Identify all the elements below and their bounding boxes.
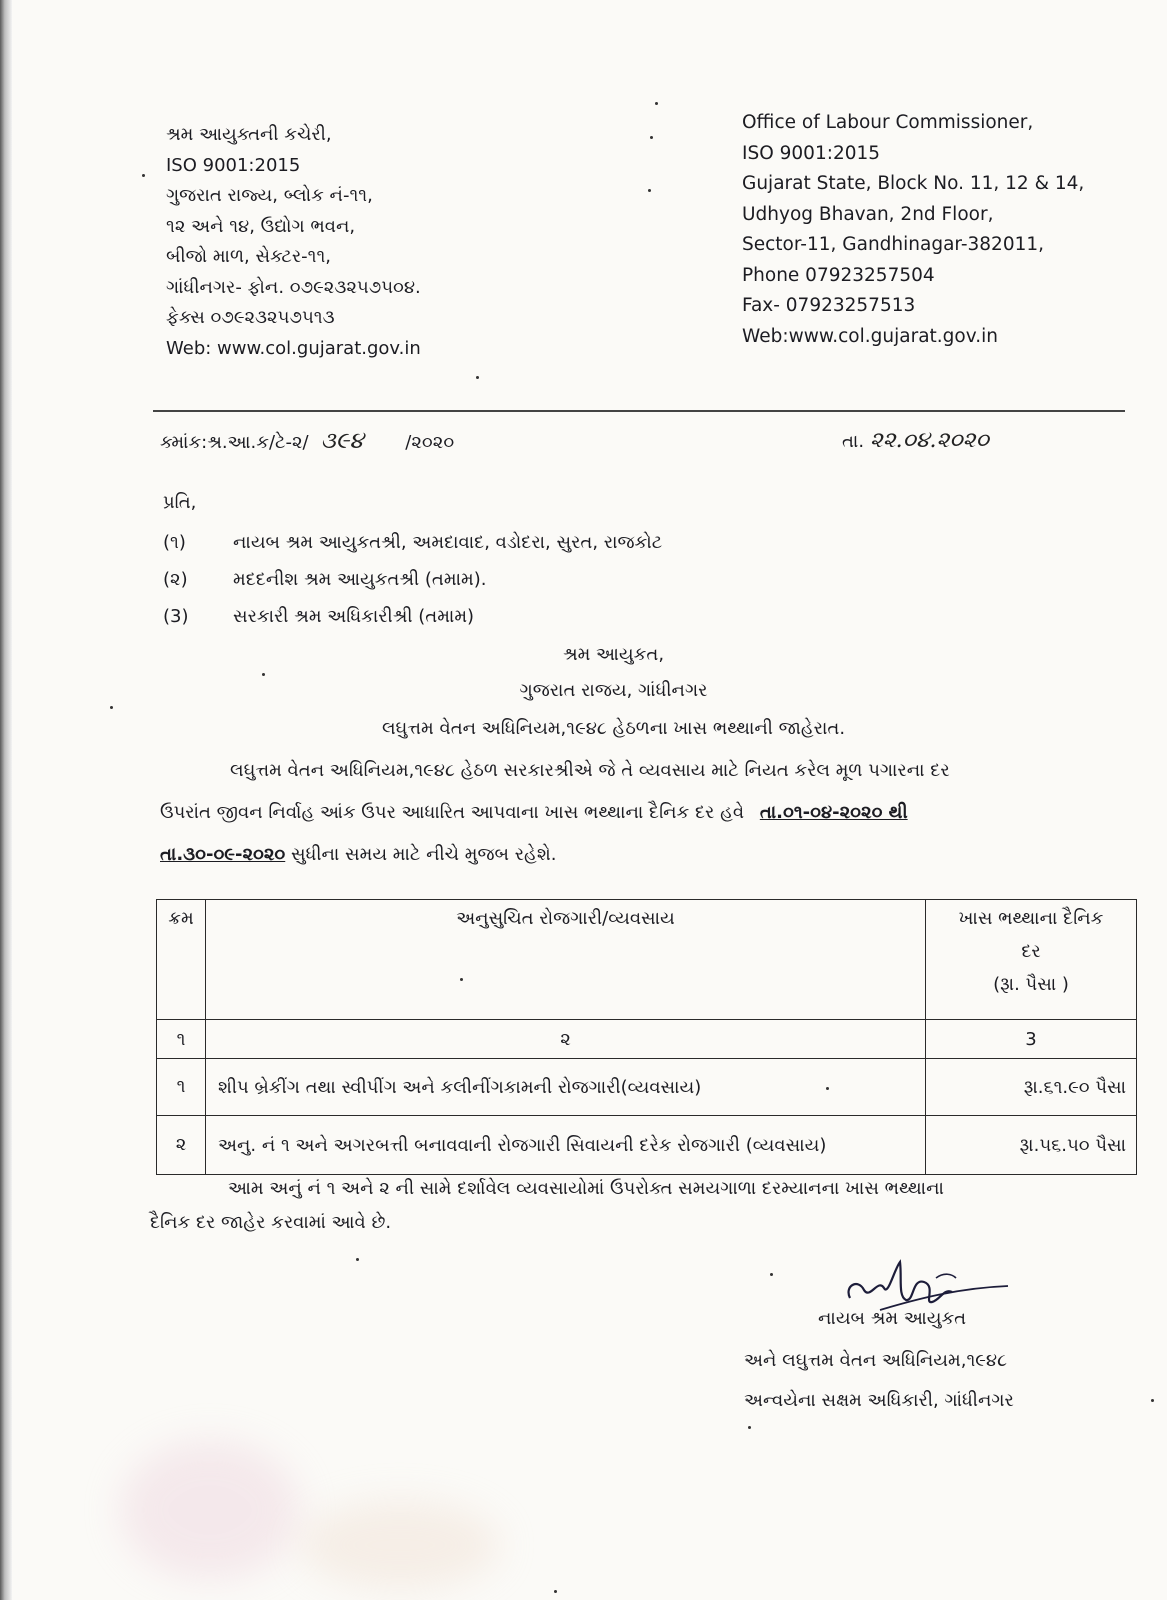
body-line-3 <box>160 844 556 865</box>
scan-speck <box>356 1258 359 1261</box>
address-line: ૧૨ અને ૧૪, ઉદ્યોગ ભવન, <box>166 215 356 237</box>
body-text: ઉપરાંત જીવન નિર્વાહ આંક ઉપર આધારિત આપવાના ખાસ ભથ્થાના દૈનિક દર હવે <box>160 802 745 823</box>
scan-edge <box>0 0 12 1600</box>
office-address-gujarati <box>166 120 421 364</box>
reference-prefix: ક્માંક:શ્ર.આ.ક/ટે-૨/ <box>160 432 309 453</box>
reference-year: /૨૦૨૦ <box>405 432 455 453</box>
address-line: ISO 9001:2015 <box>166 154 301 176</box>
scan-speck <box>460 978 463 981</box>
row-serial: ૨ <box>157 1116 206 1175</box>
scan-speck <box>142 174 145 177</box>
addressee-number: (૨) <box>163 569 188 590</box>
addressee-number: (૧) <box>163 532 186 553</box>
row-occupation: અનુ. નં ૧ અને અગરબત્તી બનાવવાની રોજગારી સિવાયની દરેક રોજગારી (વ્યવસાય) <box>206 1116 926 1175</box>
address-line: Gujarat State, Block No. 11, 12 & 14, <box>742 173 1085 194</box>
table-row <box>157 1059 1137 1116</box>
closing-line-2: દૈનિક દર જાહેર કરવામાં આવે છે. <box>150 1212 392 1233</box>
row-occupation: શીપ બ્રેકીંગ તથા સ્વીપીંગ અને કલીનીંગકામની રોજગારી(વ્યવસાય) <box>206 1059 926 1116</box>
column-number: 3 <box>926 1020 1137 1059</box>
scan-speck <box>748 1426 751 1429</box>
table-row <box>157 1116 1137 1175</box>
row-rate: રૂા.૬૧.૯૦ પૈસા <box>926 1059 1137 1116</box>
address-line: ફેક્સ ૦૭૯૨૩૨૫૭૫૧૩ <box>166 307 335 328</box>
header-rate-line: ખાસ ભથ્થાના દૈનિક <box>958 908 1104 929</box>
scan-speck <box>826 1087 829 1090</box>
body-text: સુધીના સમય માટે નીચે મુજબ રહેશે. <box>290 844 557 865</box>
scan-speck <box>648 189 651 192</box>
date-handwritten: ૨૨.૦૪.૨૦૨૦ <box>869 428 989 453</box>
header-occupation: અનુસુચિત રોજગારી/વ્યવસાય <box>206 900 926 1020</box>
paper-stain <box>300 1500 500 1590</box>
scan-speck <box>650 136 653 139</box>
addressee-text: નાયબ શ્રમ આયુકતશ્રી, અમદાવાદ, વડોદરા, સુરત, રાજકોટ <box>233 532 663 553</box>
address-line: ગાંધીનગર- ફોન. ૦૭૯૨૩૨૫૭૫૦૪. <box>166 276 421 298</box>
address-line: Fax- 07923257513 <box>742 295 916 316</box>
address-line: ગુજરાત રાજ્ય, બ્લોક નં-૧૧, <box>166 185 373 206</box>
address-line: Office of Labour Commissioner, <box>742 112 1034 133</box>
address-line: ISO 9001:2015 <box>742 142 881 164</box>
scan-speck <box>1151 1399 1154 1402</box>
scan-speck <box>476 376 479 379</box>
header-serial: ક્રમ <box>157 900 206 1020</box>
table-header-row <box>157 900 1137 1020</box>
issuer-location: ગુજરાત રાજય, ગાંધીનગર <box>519 680 708 701</box>
special-allowance-table <box>156 899 1137 1175</box>
column-number-row <box>157 1020 1137 1059</box>
closing-line-1: આમ અનું નં ૧ અને ૨ ની સામે દર્શાવેલ વ્યવસાયોમાં ઉપરોક્ત સમયગાળા દરમ્યાનના ખાસ ભથ્થાના <box>228 1178 944 1199</box>
signatory-authority-line: અને લઘુત્તમ વેતન અધિનિયમ,૧૯૪૮ <box>744 1350 1007 1371</box>
scan-speck <box>554 1590 557 1593</box>
reference-number <box>160 428 454 454</box>
period-start: તા.૦૧-૦૪-૨૦૨૦ થી <box>759 802 908 823</box>
address-line: Phone 07923257504 <box>742 264 935 286</box>
reference-handwritten-number: ૩૯૪ <box>320 428 364 454</box>
issuer-title: શ્રમ આયુકત, <box>562 644 665 665</box>
scan-speck <box>655 102 658 105</box>
scan-speck <box>110 706 113 709</box>
signatory-authority-line: અન્વયેના સક્ષમ અધિકારી, ગાંધીનગર <box>744 1390 1014 1411</box>
address-line: Web: www.col.gujarat.gov.in <box>166 337 421 359</box>
period-end: તા.૩૦-૦૯-૨૦૨૦ <box>160 844 286 865</box>
body-line-2 <box>160 802 908 823</box>
column-number: ૧ <box>157 1020 206 1059</box>
row-rate: રૂા.૫૬.૫૦ પૈસા <box>926 1116 1137 1175</box>
addressee-text: મદદનીશ શ્રમ આયુકતશ્રી (તમામ). <box>233 569 487 590</box>
column-number: ૨ <box>206 1020 926 1059</box>
addressee-2 <box>163 569 486 590</box>
scan-speck <box>770 1273 773 1276</box>
letter-date <box>842 428 989 453</box>
addressee-3 <box>163 606 474 627</box>
signatory-designation: નાયબ શ્રમ આયુકત <box>818 1308 967 1329</box>
header-rate <box>926 900 1137 1020</box>
body-line-1: લઘુત્તમ વેતન અધિનિયમ,૧૯૪૮ હેઠળ સરકારશ્રીએ જે તે વ્યવસાય માટે નિયત કરેલ મૂળ પગારના દર <box>230 760 950 781</box>
addressee-1 <box>163 532 662 553</box>
scan-speck <box>262 673 265 676</box>
header-divider <box>153 410 1125 412</box>
address-line: Udhyog Bhavan, 2nd Floor, <box>742 203 994 225</box>
office-address-english <box>742 108 1084 352</box>
address-line: બીજો માળ, સેક્ટર-૧૧, <box>166 246 332 267</box>
addressee-number: (3) <box>163 606 189 627</box>
row-serial: ૧ <box>157 1059 206 1116</box>
address-line: Sector-11, Gandhinagar-382011, <box>742 234 1045 255</box>
addressee-text: સરકારી શ્રમ અધિકારીશ્રી (તમામ) <box>233 606 475 627</box>
header-rate-line: (રૂા. પૈસા ) <box>993 974 1069 995</box>
address-line: શ્રમ આયુક્તની કચેરી, <box>166 124 332 145</box>
subject-line: લઘુત્તમ વેતન અધિનિયમ,૧૯૪૮ હેઠળના ખાસ ભથ્થાની જાહેરાત. <box>381 718 846 739</box>
date-prefix: તા. <box>842 431 865 452</box>
header-rate-line: દર <box>1021 941 1041 962</box>
paper-stain <box>120 1440 300 1580</box>
to-label: પ્રતિ, <box>163 492 197 513</box>
address-line: Web:www.col.gujarat.gov.in <box>742 325 998 347</box>
